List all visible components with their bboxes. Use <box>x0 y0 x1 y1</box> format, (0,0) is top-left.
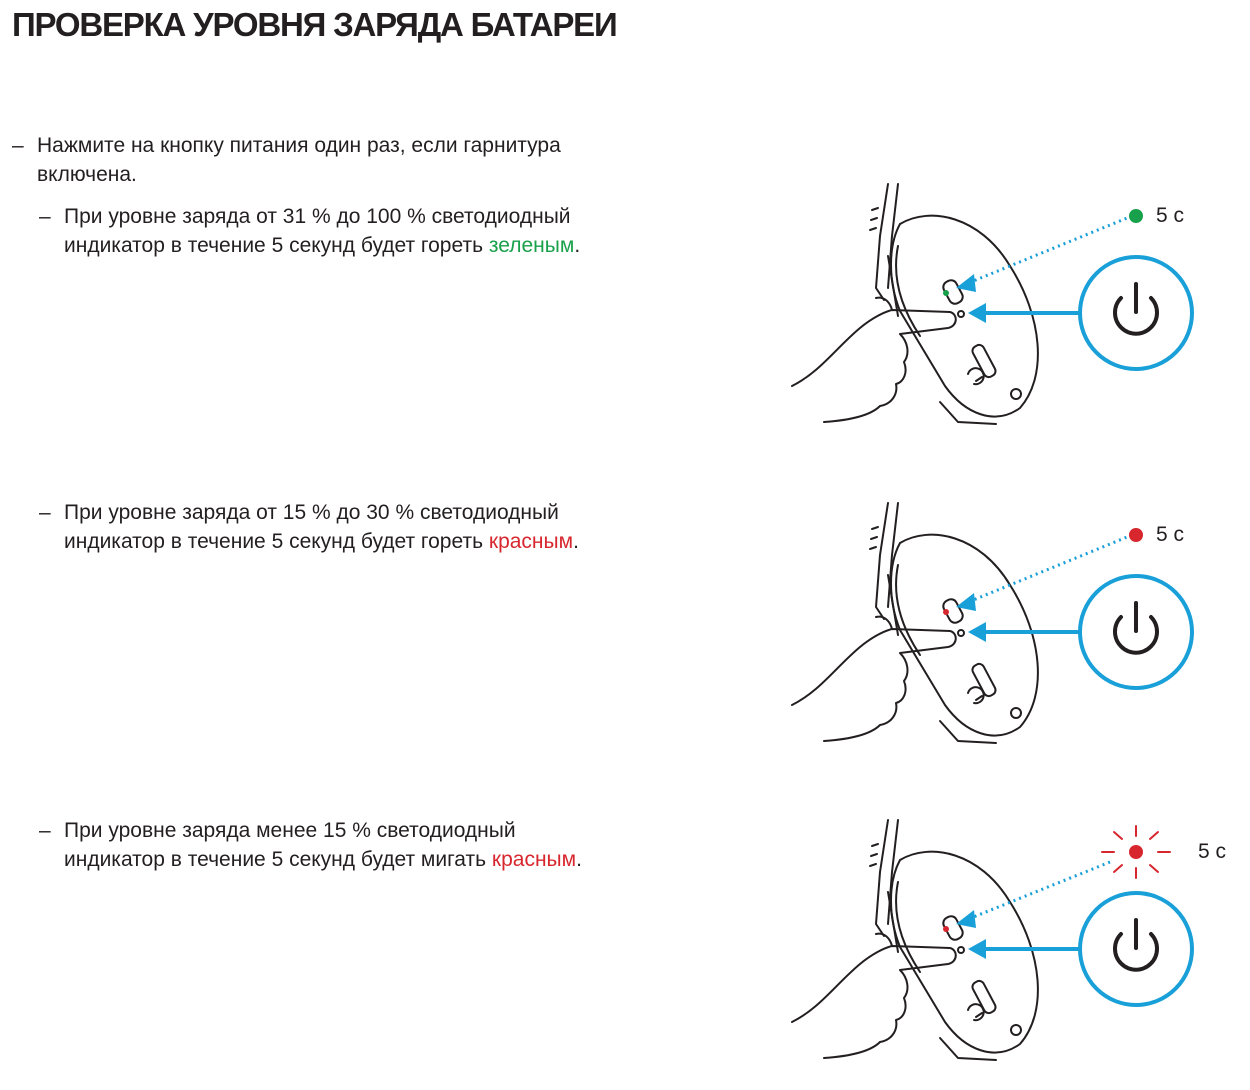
intro-line-2: включена. <box>37 163 137 186</box>
logo-mark <box>968 368 984 384</box>
item-line-2 <box>64 231 580 260</box>
color-word-red: красным <box>488 530 574 553</box>
earcup-outline <box>891 535 1038 736</box>
earcup-outline <box>891 852 1038 1053</box>
bullet-dash: – <box>39 819 51 842</box>
led-status-dot <box>1129 845 1143 859</box>
item-suffix: . <box>573 530 579 553</box>
item-line-2 <box>64 845 582 874</box>
press-arrowhead <box>968 303 986 323</box>
press-arrowhead <box>968 939 986 959</box>
jack <box>1011 1025 1021 1035</box>
headset-illustration-red-blinking <box>780 812 1250 1072</box>
thumb <box>876 617 892 629</box>
headband-outline <box>876 503 888 619</box>
headset-illustration-green <box>780 176 1250 436</box>
hand-outline <box>792 310 956 422</box>
battery-level-item-low <box>39 816 582 874</box>
logo-mark <box>968 687 984 703</box>
item-text: индикатор в течение 5 секунд будет мигать <box>64 848 492 871</box>
item-text: индикатор в течение 5 секунд будет гореть <box>64 530 489 553</box>
headband-ridges <box>870 527 878 549</box>
earcup-tail <box>940 1038 996 1060</box>
bullet-dash: – <box>39 501 51 524</box>
led-status-dot <box>1129 528 1143 542</box>
hand-outline <box>792 629 956 741</box>
headset-led <box>943 609 949 615</box>
battery-level-item-high <box>39 202 581 260</box>
thumb <box>876 298 892 310</box>
headset-diagram <box>780 495 1250 755</box>
item-line-1: При уровне заряда от 31 % до 100 % светодиодный <box>64 205 571 228</box>
item-suffix: . <box>574 234 581 257</box>
item-line-1: При уровне заряда от 15 % до 30 % светодиодный <box>64 501 559 524</box>
battery-level-item-medium <box>39 498 579 556</box>
intro-instruction <box>12 131 561 189</box>
power-button-dot <box>958 947 964 953</box>
headband-ridges <box>870 208 878 230</box>
headband-outline <box>876 184 888 300</box>
headset-illustration-red <box>780 495 1250 755</box>
page-title: ПРОВЕРКА УРОВНЯ ЗАРЯДА БАТАРЕИ <box>12 6 617 43</box>
hand-outline <box>792 946 956 1058</box>
jack <box>1011 708 1021 718</box>
color-word-green: зеленым <box>488 234 575 257</box>
item-line-1: При уровне заряда менее 15 % светодиодный <box>64 819 516 842</box>
color-word-red: красным <box>491 848 577 871</box>
led-dotted-arrow <box>966 862 1110 920</box>
earcup-tail <box>940 721 996 743</box>
duration-label: 5 с <box>1198 840 1227 863</box>
item-text: индикатор в течение 5 секунд будет гореть <box>64 234 489 257</box>
duration-label: 5 с <box>1156 523 1185 546</box>
power-button-dot <box>958 630 964 636</box>
headset-led <box>943 290 949 296</box>
bullet-dash: – <box>12 134 24 157</box>
bullet-dash: – <box>39 205 51 228</box>
thumb <box>876 934 892 946</box>
press-arrowhead <box>968 622 986 642</box>
earcup-tail <box>940 402 996 424</box>
logo-mark <box>968 1004 984 1020</box>
duration-label: 5 с <box>1156 204 1185 227</box>
headset-diagram <box>780 176 1250 436</box>
item-line-2 <box>64 527 579 556</box>
headset-led <box>943 926 949 932</box>
power-button-dot <box>958 311 964 317</box>
headset-diagram <box>780 812 1250 1072</box>
earcup-outline <box>891 216 1038 417</box>
led-status-dot <box>1129 209 1143 223</box>
jack <box>1011 389 1021 399</box>
item-suffix: . <box>576 848 582 871</box>
headband-outline <box>876 820 888 936</box>
headband-ridges <box>870 844 878 866</box>
intro-line-1: Нажмите на кнопку питания один раз, если гарнитура <box>37 134 561 157</box>
